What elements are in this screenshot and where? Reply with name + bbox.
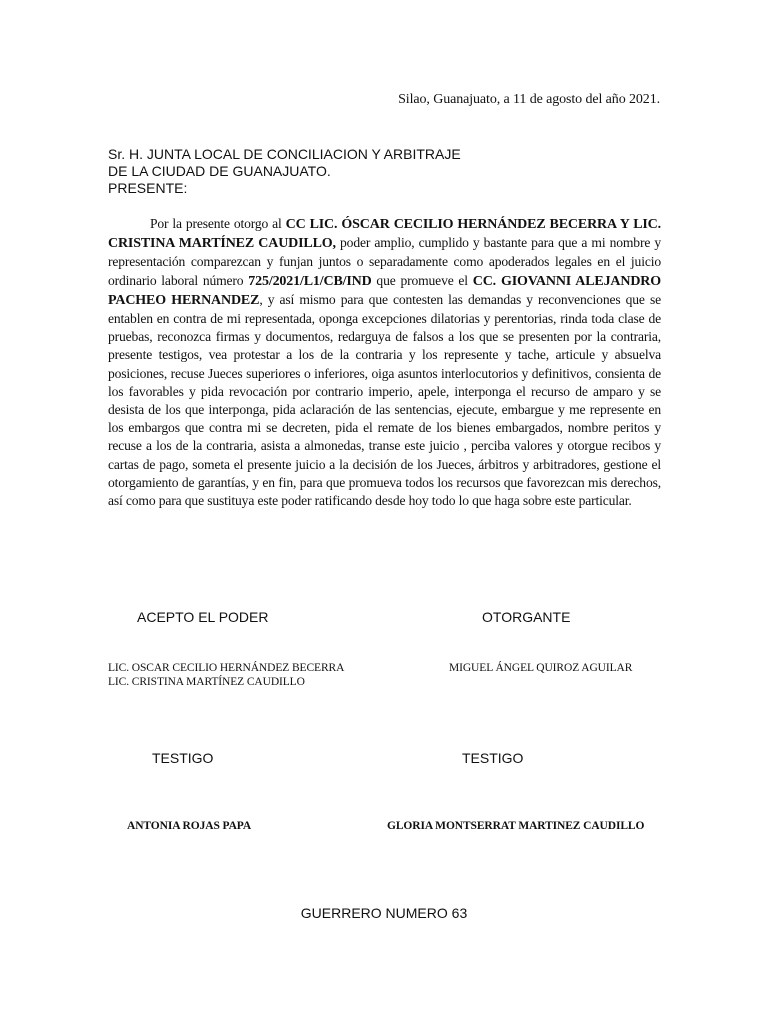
attorneys-names: CC LIC. ÓSCAR CECILIO HERNÁNDEZ BECERRA Y LIC. CRISTINA MARTÍNEZ CAUDILLO, [108, 217, 661, 252]
body-text-4: , y así mismo para que contesten las demandas y reconvenciones que se entablen en contra de mi representada, oponga excepciones dilatorias y perentorias, rinda toda clase de pruebas, reconozca firmas y documentos, redarguya de falsos a los que se presenten por la contraria, presente testigos, vea protestar a los de la contraria y los represente y tache, articule y absuelva posiciones, recuse Jueces superiores o inferiores, oiga asuntos interlocutorios y definitivos, consienta de los favorables y pida revocación por contrario imperio, apele, interponga el recurso de amparo y se desista de los que interponga, pida aclaración de las sentencias, ejecute, embargue y me represente en los embargos que contra mi se decreten, pida el remate de los bienes embargados, nombre peritos y recuse a los de la contraria, asista a almonedas, transe este juicio , perciba valores y otorgue recibos y cartas de pago, someta el presente juicio a la decisión de los Jueces, árbitros y arbitradores, gestione el otorgamiento de garantías, y en fin, para que promueva todos los recursos que favorezcan mis derechos, así como para que sustituya este poder ratificando desde hoy todo lo que haga sobre este particular. [108, 291, 661, 509]
accept-name-2: LIC. CRISTINA MARTÍNEZ CAUDILLO [108, 676, 305, 688]
body-paragraph [108, 215, 661, 510]
witness-1-name: ANTONIA ROJAS PAPA [127, 820, 252, 832]
addressee-block [108, 146, 461, 197]
addressee-line-3: PRESENTE: [108, 180, 188, 196]
place-date: Silao, Guanajuato, a 11 de agosto del año 2021. [398, 92, 660, 107]
accept-name-1: LIC. OSCAR CECILIO HERNÁNDEZ BECERRA [108, 662, 345, 674]
witness-2-heading: TESTIGO [462, 750, 524, 766]
footer-address: GUERRERO NUMERO 63 [300, 905, 468, 921]
grantor-name: MIGUEL ÁNGEL QUIROZ AGUILAR [449, 662, 633, 674]
accept-heading: ACEPTO EL PODER [137, 609, 269, 625]
body-text-2: poder amplio, cumplido y bastante para que a mi nombre y representación comparezcan y funjan juntos o separadamente como apoderados legales en el juicio ordinario laboral número [108, 235, 661, 288]
case-number: 725/2021/L1/CB/IND [248, 273, 372, 289]
addressee-line-2: DE LA CIUDAD DE GUANAJUATO. [108, 163, 331, 179]
witness-2-name: GLORIA MONTSERRAT MARTINEZ CAUDILLO [387, 820, 645, 832]
promovente-name: CC. GIOVANNI ALEJANDRO PACHEO HERNANDEZ [108, 273, 661, 308]
body-text-3: que promueve el [371, 272, 473, 288]
witness-1-heading: TESTIGO [152, 750, 214, 766]
grantor-heading: OTORGANTE [482, 609, 571, 625]
addressee-line-1: Sr. H. JUNTA LOCAL DE CONCILIACION Y ARBITRAJE [108, 146, 461, 162]
body-text-1: Por la presente otorgo al [150, 216, 286, 231]
